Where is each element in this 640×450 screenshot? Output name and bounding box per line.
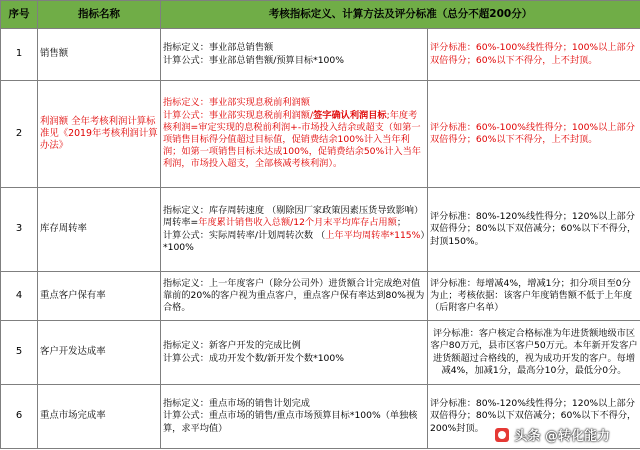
def-emphasis: 年度累计销售收入总额/12个月末平均库存占用额: [198, 217, 397, 229]
cell-def[interactable]: [161, 272, 428, 321]
cell-def[interactable]: [161, 188, 428, 272]
cell-def[interactable]: [161, 321, 428, 385]
toutiao-logo-icon: [495, 428, 509, 442]
def-line: 计算公式：事业部总销售额/预算目标*100%: [163, 54, 344, 66]
def-line: 计算公式：成功开发个数/新开发个数*100%: [163, 352, 344, 364]
def-line: 计算公式：重点市场的销售/重点市场预算目标*100%（单独核算，求平均值）: [163, 410, 418, 434]
cell-name[interactable]: 销售额: [38, 29, 161, 81]
header-row: [1, 1, 640, 29]
def-line: 计算公式：实际周转率/计划周转次数 （: [163, 229, 326, 241]
def-line: 指标定义：事业部实现息税前利润额: [163, 97, 310, 109]
watermark-text: 头条 @转化能力: [514, 429, 610, 444]
cell-def[interactable]: [161, 385, 428, 449]
def-emphasis: 签字确认利润目标: [313, 109, 387, 121]
col-header-def[interactable]: 考核指标定义、计算方法及评分标准（总分不超200分）: [161, 1, 640, 29]
cell-seq[interactable]: 2: [1, 81, 38, 188]
def-line: 指标定义：事业部总销售额: [163, 42, 274, 54]
col-header-name[interactable]: 指标名称: [38, 1, 161, 29]
cell-score[interactable]: 评分标准：60%-100%线性得分；100%以上部分双倍得分；60%以下不得分，上不封顶。: [428, 29, 640, 81]
def-emphasis: 上年平均周转率*115%: [325, 229, 421, 241]
def-line: 指标定义：库存周转速度 （剔除因厂家政策因素压货导致影响）: [163, 205, 424, 217]
def-line: 指标定义：上一年度客户（除分公司外）进货额合计完成绝对值靠前的20%的客户视为重点客户，重点客户保有率达到80%视为合格。: [163, 277, 425, 314]
cell-score[interactable]: 评分标准：每增减4%，增减1分；扣分项目至0分为止；考核依据：该客户年度销售额不低于上年度（后附客户名单）: [428, 272, 640, 321]
table-row: [1, 272, 640, 321]
cell-name[interactable]: 重点市场完成率: [38, 385, 161, 449]
cell-seq[interactable]: 1: [1, 29, 38, 81]
table-row: [1, 29, 640, 81]
watermark: [495, 425, 610, 444]
cell-score[interactable]: 评分标准：80%-120%线性得分；120%以上部分双倍得分；80%以下双倍减分；60%以下不得分，200%封顶。: [428, 385, 640, 449]
cell-def[interactable]: [161, 29, 428, 81]
col-header-seq[interactable]: 序号: [1, 1, 38, 29]
cell-seq[interactable]: 4: [1, 272, 38, 321]
cell-def[interactable]: [161, 81, 428, 188]
def-line: ;年度考核利润=审定实现的息税前利润+-市场投入结余或超支（如第一项销售目标得分值超过目标值，促销费结余100%计入当年利润；如第一项销售目标未达成100%，促销费结余50%计入当年利润，市场投入超支，全部核减考核利润）。: [163, 109, 421, 170]
table-row: [1, 81, 640, 188]
def-line: 计算公式：事业部实现息税前利润额/: [163, 109, 314, 121]
def-line: 指标定义：新客户开发的完成比例: [163, 340, 301, 352]
cell-seq[interactable]: 5: [1, 321, 38, 385]
cell-name[interactable]: 客户开发达成率: [38, 321, 161, 385]
cell-name[interactable]: 重点客户保有率: [38, 272, 161, 321]
cell-name[interactable]: 利润额 全年考核利润计算标准见《2019年考核利润计算办法》: [38, 81, 161, 188]
def-line: 周转率=: [163, 217, 199, 229]
cell-name[interactable]: 库存周转率: [38, 188, 161, 272]
table-row: [1, 188, 640, 272]
cell-score[interactable]: 评分标准：80%-120%线性得分；120%以上部分双倍得分；80%以下双倍减分；60%以下不得分，封顶150%。: [428, 188, 640, 272]
cell-score[interactable]: 评分标准：客户核定合格标准为年进货额地级市区客户80万元，县市区客户50万元。本年新开发客户进货额超过合格线的，视为成功开发的客户。每增减4%，加减1分，最高分10分，最低分0分。: [428, 321, 640, 385]
def-line: ；: [396, 217, 406, 229]
cell-seq[interactable]: 3: [1, 188, 38, 272]
def-line: 指标定义：重点市场的销售计划完成: [163, 398, 310, 410]
table-row: [1, 321, 640, 385]
cell-score[interactable]: 评分标准：60%-100%线性得分；100%以上部分双倍得分；60%以下不得分，上不封顶。: [428, 81, 640, 188]
cell-seq[interactable]: 6: [1, 385, 38, 449]
def-line: ）*100%: [163, 229, 425, 253]
